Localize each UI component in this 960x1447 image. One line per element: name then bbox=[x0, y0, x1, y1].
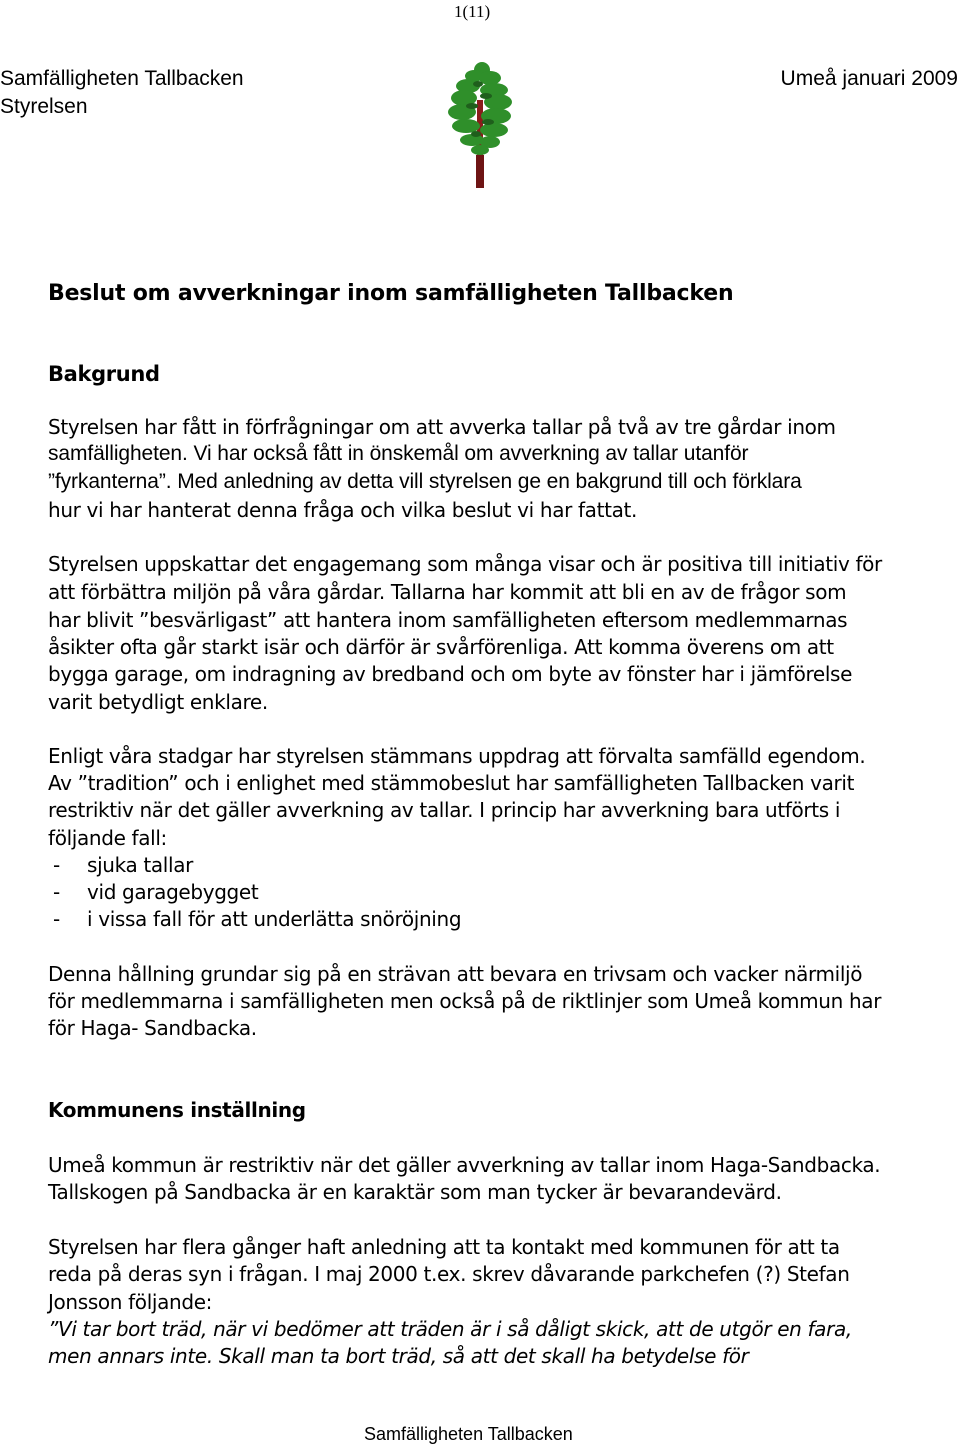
paragraph-line: följande fall: bbox=[48, 826, 167, 850]
section-heading-bakgrund: Bakgrund bbox=[48, 362, 160, 386]
paragraph-line: Tallskogen på Sandbacka är en karaktär som man tycker är bevarandevärd. bbox=[48, 1180, 782, 1204]
paragraph-line: Styrelsen har flera gånger haft anledning att ta kontakt med kommunen för att ta bbox=[48, 1235, 840, 1259]
paragraph-line: samfälligheten. Vi har också fått in önskemål om avverkning av tallar utanför bbox=[48, 442, 749, 465]
paragraph-line: restriktiv när det gäller avverkning av tallar. I princip har avverkning bara utförts i bbox=[48, 798, 841, 822]
header-dept: Styrelsen bbox=[0, 95, 88, 118]
quote-line: men annars inte. Skall man ta bort träd, så att det skall ha betydelse för bbox=[48, 1344, 749, 1368]
paragraph-line: åsikter ofta går starkt isär och därför är svårförenliga. Att komma överens om att bbox=[48, 635, 834, 659]
paragraph-line: reda på deras syn i frågan. I maj 2000 t.ex. skrev dåvarande parkchefen (?) Stefan bbox=[48, 1262, 850, 1286]
section-heading-kommunen: Kommunens inställning bbox=[48, 1098, 306, 1122]
footer-org: Samfälligheten Tallbacken bbox=[364, 1424, 573, 1444]
header-org: Samfälligheten Tallbacken bbox=[0, 67, 244, 90]
quote-line: ”Vi tar bort träd, när vi bedömer att träden är i så dåligt skick, att de utgör en fara, bbox=[48, 1317, 852, 1341]
list-item: i vissa fall för att underlätta snöröjning bbox=[87, 907, 462, 931]
paragraph-line: att förbättra miljön på våra gårdar. Tallarna har kommit att bli en av de frågor som bbox=[48, 580, 847, 604]
paragraph-line: har blivit ”besvärligast” att hantera inom samfälligheten eftersom medlemmarnas bbox=[48, 608, 848, 632]
paragraph-line: bygga garage, om indragning av bredband och om byte av fönster har i jämförelse bbox=[48, 662, 853, 686]
paragraph-line: Enligt våra stadgar har styrelsen stämmans uppdrag att förvalta samfälld egendom. bbox=[48, 744, 866, 768]
paragraph-line: varit betydligt enklare. bbox=[48, 690, 268, 714]
list-bullet: - bbox=[53, 853, 60, 877]
paragraph-line: Styrelsen har fått in förfrågningar om att avverka tallar på två av tre gårdar inom bbox=[48, 415, 836, 439]
header-date: Umeå januari 2009 bbox=[780, 67, 958, 90]
paragraph-line: Jonsson följande: bbox=[48, 1290, 213, 1314]
list-item: sjuka tallar bbox=[87, 853, 193, 877]
paragraph-line: ”fyrkanterna”. Med anledning av detta vill styrelsen ge en bakgrund till och förklara bbox=[48, 470, 802, 493]
paragraph-line: Av ”tradition” och i enlighet med stämmobeslut har samfälligheten Tallbacken varit bbox=[48, 771, 855, 795]
paragraph-line: Denna hållning grundar sig på en strävan att bevara en trivsam och vacker närmiljö bbox=[48, 962, 863, 986]
list-bullet: - bbox=[53, 880, 60, 904]
pine-tree-logo bbox=[440, 60, 520, 188]
paragraph-line: Styrelsen uppskattar det engagemang som många visar och är positiva till initiativ för bbox=[48, 552, 882, 576]
paragraph-line: hur vi har hanterat denna fråga och vilka beslut vi har fattat. bbox=[48, 498, 637, 522]
document-title: Beslut om avverkningar inom samfälligheten Tallbacken bbox=[48, 281, 734, 306]
paragraph-line: för Haga- Sandbacka. bbox=[48, 1016, 257, 1040]
list-item: vid garagebygget bbox=[87, 880, 259, 904]
list-bullet: - bbox=[53, 907, 60, 931]
page-number: 1(11) bbox=[454, 2, 491, 21]
paragraph-line: Umeå kommun är restriktiv när det gäller avverkning av tallar inom Haga-Sandbacka. bbox=[48, 1153, 881, 1177]
paragraph-line: för medlemmarna i samfälligheten men också på de riktlinjer som Umeå kommun har bbox=[48, 989, 882, 1013]
